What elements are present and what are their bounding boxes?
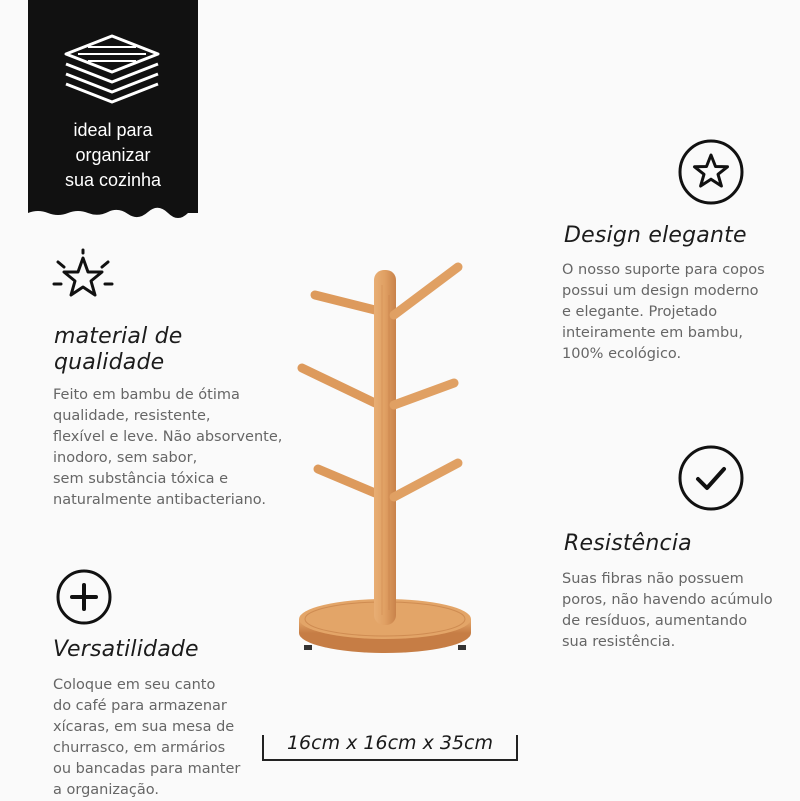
text-line: sem substância tóxica e xyxy=(53,471,229,487)
text-line: e elegante. Projetado xyxy=(562,304,718,320)
banner-text xyxy=(28,118,198,193)
resistencia-description xyxy=(562,569,773,653)
dimensions-label: 16cm x 16cm x 35cm xyxy=(264,732,516,754)
text-line: inteiramente em bambu, xyxy=(562,325,744,341)
banner-line: ideal para xyxy=(73,120,153,140)
banner-line: sua cozinha xyxy=(64,170,162,190)
text-line: de resíduos, aumentando xyxy=(562,613,748,629)
material-heading xyxy=(54,324,183,376)
text-line: possui um design moderno xyxy=(562,283,759,299)
stacked-layers-icon xyxy=(58,32,166,112)
bamboo-mug-tree-image xyxy=(290,255,480,655)
material-description xyxy=(53,385,282,511)
text-line: naturalmente antibacteriano. xyxy=(53,492,267,508)
text-line: qualidade, resistente, xyxy=(53,408,211,424)
heading-line: qualidade xyxy=(54,350,165,375)
text-line: flexível e leve. Não absorvente, xyxy=(53,429,283,445)
banner-torn-edge xyxy=(28,207,198,219)
sparkle-star-icon xyxy=(50,248,116,308)
text-line: do café para armazenar xyxy=(53,698,227,714)
versatilidade-heading: Versatilidade xyxy=(53,637,199,662)
banner xyxy=(28,0,198,218)
star-circle-icon xyxy=(677,138,745,206)
text-line: O nosso suporte para copos xyxy=(562,262,765,278)
text-line: churrasco, em armários xyxy=(53,740,226,756)
text-line: 100% ecológico. xyxy=(562,346,682,362)
heading-line: material de xyxy=(54,324,183,349)
dimensions-bracket xyxy=(262,732,518,761)
text-line: Suas fibras não possuem xyxy=(562,571,744,587)
text-line: ou bancadas para manter xyxy=(53,761,241,777)
text-line: inodoro, sem sabor, xyxy=(53,450,198,466)
text-line: a organização. xyxy=(53,782,159,798)
banner-line: organizar xyxy=(75,145,151,165)
plus-circle-icon xyxy=(55,568,113,626)
resistencia-heading: Resistência xyxy=(564,531,692,556)
text-line: Coloque em seu canto xyxy=(53,677,216,693)
text-line: xícaras, em sua mesa de xyxy=(53,719,235,735)
check-circle-icon xyxy=(677,444,745,512)
design-description xyxy=(562,260,765,365)
versatilidade-description xyxy=(53,675,240,801)
text-line: sua resistência. xyxy=(562,634,676,650)
text-line: poros, não havendo acúmulo xyxy=(562,592,773,608)
design-heading: Design elegante xyxy=(564,223,747,248)
text-line: Feito em bambu de ótima xyxy=(53,387,240,403)
